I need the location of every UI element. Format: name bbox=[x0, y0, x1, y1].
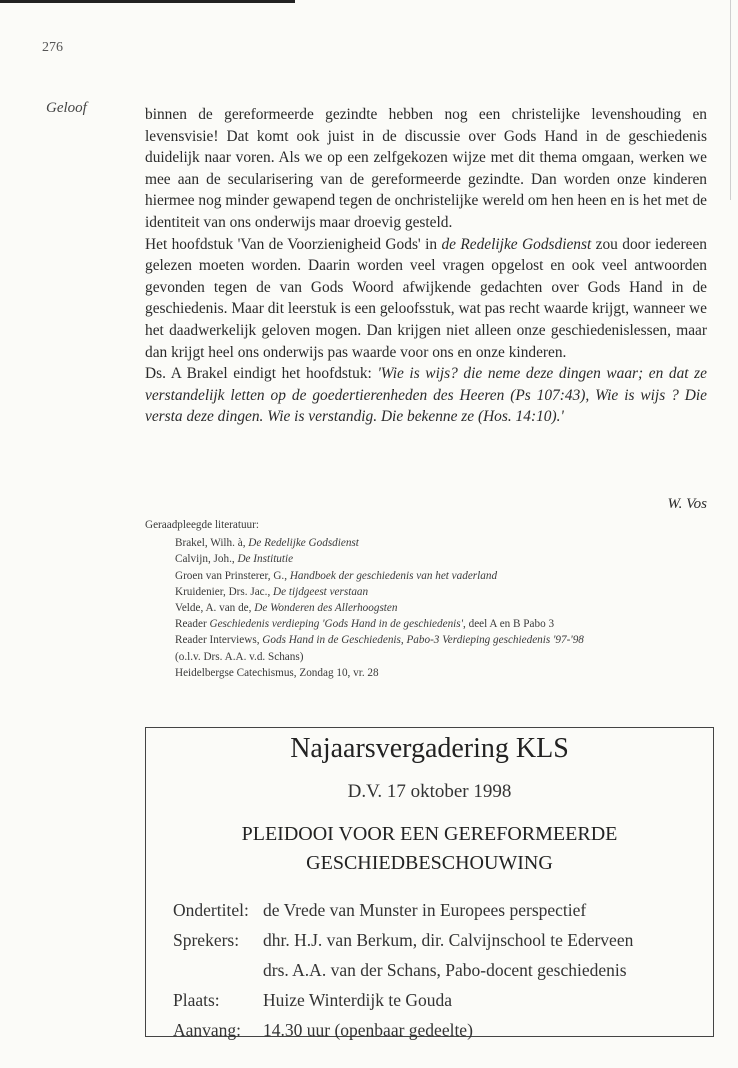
reference-item bbox=[175, 649, 584, 665]
reference-title: Geschiedenis verdieping 'Gods Hand in de geschiedenis' bbox=[209, 618, 464, 631]
row-value: Huize Winterdijk te Gouda bbox=[263, 990, 452, 1010]
reference-author: Calvijn, Joh., bbox=[175, 553, 238, 566]
reference-title: De Redelijke Godsdienst bbox=[248, 537, 359, 550]
announcement-title: Najaarsvergadering KLS bbox=[290, 733, 569, 764]
row-label: Aanvang: bbox=[173, 1020, 242, 1040]
announcement-details bbox=[173, 895, 633, 1045]
top-rule bbox=[0, 0, 295, 3]
reference-item bbox=[175, 535, 584, 551]
margin-section-label: Geloof bbox=[46, 100, 87, 116]
announcement-row bbox=[173, 925, 633, 955]
announcement-subtitle bbox=[146, 820, 713, 878]
reference-title: De tijdgeest verstaan bbox=[273, 585, 369, 598]
paragraph-3-text-a: Ds. A Brakel eindigt het hoofdstuk: bbox=[145, 365, 378, 383]
reference-item bbox=[175, 600, 584, 616]
paragraph-2 bbox=[145, 234, 707, 364]
quotation: 'Wie is wijs? die neme deze dingen waar; en dat ze verstandelijk letten op de goedertierenheden des Heeren (Ps 107:43), Wie is wijs ? Die versta deze dingen. Wie is verstandig. Die bekenne ze (Hos. 14:10).' bbox=[145, 365, 707, 426]
references-title: Geraadpleegde literatuur: bbox=[145, 519, 259, 531]
reference-author: Reader bbox=[175, 618, 210, 631]
row-label: Plaats: bbox=[173, 990, 220, 1010]
paragraph-2-text-b: zou door iedereen gelezen moeten worden. Daarin worden veel vragen opgelost en ook veel antwoorden gevonden tegen de van Gods Woord afwijkende gedachten over Gods Hand in de geschiedenis. Maar dit leerstuk is een geloofsstuk, wat pas recht waarde krijgt, wanneer we het daadwerkelijk geloven mogen. Dan krijgen niet alleen onze geschiedenislessen, maar dan krijgt heel ons onderwijs pas waarde voor ons en onze kinderen. bbox=[145, 235, 707, 361]
reference-title: De Wonderen des Allerhoogsten bbox=[254, 602, 398, 615]
page-edge bbox=[730, 0, 731, 200]
reference-title: De Institutie bbox=[237, 553, 294, 566]
paragraph-3 bbox=[145, 363, 707, 428]
reference-item bbox=[175, 551, 584, 567]
author-signature: W. Vos bbox=[667, 496, 707, 512]
row-value: 14.30 uur (openbaar gedeelte) bbox=[263, 1020, 473, 1040]
reference-author: Reader Interviews, bbox=[175, 634, 263, 647]
reference-item bbox=[175, 616, 584, 632]
row-label: Ondertitel: bbox=[173, 900, 249, 920]
announcement-row bbox=[173, 895, 633, 925]
page-number: 276 bbox=[42, 40, 63, 55]
reference-author: Groen van Prinsterer, G., bbox=[175, 569, 290, 582]
reference-author: Heidelbergse Catechismus, Zondag 10, vr. 28 bbox=[175, 666, 379, 679]
article-body bbox=[145, 104, 707, 428]
paragraph-1: binnen de gereformeerde gezindte hebben nog een christelijke levenshouding en levensvisie! Dat komt ook juist in de discussie over Gods Hand in de geschiedenis duidelijk naar voren. Als we op een zelfgekozen wijze met dit thema omgaan, werken we mee aan de secularisering van de gereformeerde gezindte. Dan worden onze kinderen hiermee nog minder gewapend tegen de onchristelijke wereld om hen heen en is het met de identiteit van ons onderwijs maar droevig gesteld. bbox=[145, 106, 707, 231]
reference-author: Velde, A. van de, bbox=[175, 602, 255, 615]
reference-title: Handboek der geschiedenis van het vaderland bbox=[289, 569, 498, 582]
reference-suffix: , deel A en B Pabo 3 bbox=[463, 618, 555, 631]
row-value: dhr. H.J. van Berkum, dir. Calvijnschool te Ederveen bbox=[263, 930, 634, 950]
book-title: de Redelijke Godsdienst bbox=[441, 235, 592, 253]
announcement-box bbox=[145, 727, 714, 1040]
announcement-date: D.V. 17 oktober 1998 bbox=[347, 781, 512, 802]
row-label bbox=[173, 955, 263, 985]
reference-author: Brakel, Wilh. à, bbox=[175, 537, 249, 550]
paragraph-2-text-a: Het hoofdstuk 'Van de Voorzienigheid Gods' in bbox=[145, 235, 442, 253]
row-label: Sprekers: bbox=[173, 930, 240, 950]
reference-title: Gods Hand in de Geschiedenis, Pabo-3 Verdieping geschiedenis '97-'98 bbox=[262, 634, 584, 647]
reference-author: Kruidenier, Drs. Jac., bbox=[175, 585, 274, 598]
references bbox=[145, 517, 584, 681]
reference-item bbox=[175, 632, 584, 648]
reference-item bbox=[175, 584, 584, 600]
reference-item bbox=[175, 665, 584, 681]
subtitle-line-1: PLEIDOOI VOOR EEN GEREFORMEERDE bbox=[241, 823, 618, 845]
announcement-row bbox=[173, 985, 633, 1015]
references-list bbox=[145, 535, 584, 681]
row-value: de Vrede van Munster in Europees perspectief bbox=[263, 900, 587, 920]
announcement-row bbox=[173, 1015, 633, 1045]
reference-item bbox=[175, 568, 584, 584]
reference-author: (o.l.v. Drs. A.A. v.d. Schans) bbox=[175, 650, 304, 663]
subtitle-line-2: GESCHIEDBESCHOUWING bbox=[306, 852, 553, 874]
announcement-row bbox=[173, 955, 633, 985]
row-value: drs. A.A. van der Schans, Pabo-docent geschiedenis bbox=[263, 960, 627, 980]
